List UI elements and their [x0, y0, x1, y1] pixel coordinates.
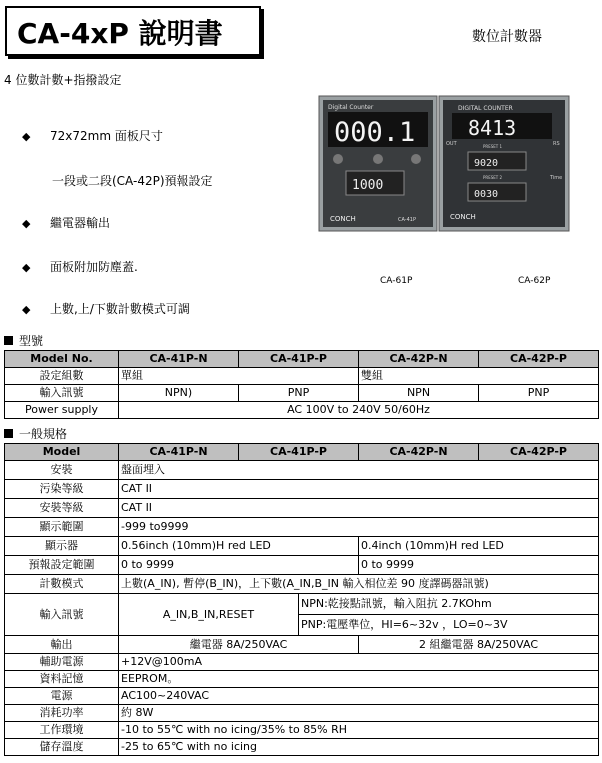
- thumbwheel-digits: 1000: [352, 178, 384, 193]
- table-row: 預報設定範圍 0 to 9999 0 to 9999: [5, 556, 599, 575]
- table-row: PNP:電壓準位，HI=6~32v ，LO=0~3V: [5, 615, 599, 636]
- counter-label: DIGITAL COUNTER: [458, 105, 513, 112]
- thumbwheel-digits: 0030: [474, 189, 499, 200]
- section-heading: 型號: [4, 332, 43, 349]
- table-row: 安裝等級 CAT II: [5, 499, 599, 518]
- thumbwheel-digits: 9020: [474, 158, 499, 169]
- headline: 4 位數計數+指撥設定: [4, 73, 122, 87]
- feature-item: ◆ 72x72mm 面板尺寸: [22, 129, 163, 143]
- table-row: 工作環境 -10 to 55℃ with no icing/35% to 85% RH: [5, 722, 599, 739]
- diamond-bullet-icon: ◆: [22, 217, 31, 230]
- table-row: 消耗功率 約 8W: [5, 705, 599, 722]
- feature-item: ◆ 面板附加防塵蓋.: [22, 260, 138, 274]
- table-row: 安裝 盤面埋入: [5, 461, 599, 480]
- table-row: 輸入訊號 A_IN,B_IN,RESET NPN:乾接點訊號，輸入阻抗 2.7KOhm: [5, 594, 599, 615]
- diamond-bullet-icon: ◆: [22, 261, 31, 274]
- doc-title: CA-4xP 說明書: [17, 17, 223, 50]
- doc-subtitle: 數位計數器: [472, 29, 542, 45]
- counter-display: 8413: [468, 116, 517, 140]
- preset2-label: PRESET 2: [483, 175, 503, 180]
- table-row: 計數模式 上數(A_IN), 暫停(B_IN)，上下數(A_IN,B_IN 輸入相位差 90 度譯碼器訊號): [5, 575, 599, 594]
- diamond-bullet-icon: ◆: [22, 303, 31, 316]
- feature-item: ◆ 繼電器輸出: [22, 216, 111, 230]
- title-box: [5, 6, 261, 56]
- specs-table: [4, 443, 599, 756]
- caption-left: CA-61P: [380, 276, 413, 286]
- counter-display: 000.1: [334, 117, 416, 148]
- table-row: 輔助電源 +12V@100mA: [5, 654, 599, 671]
- model-label: CA-41P: [398, 217, 416, 223]
- square-bullet-icon: [4, 336, 13, 345]
- table-row: Power supply AC 100V to 240V 50/60Hz: [5, 402, 599, 419]
- table-header-row: Model No. CA-41P-N CA-41P-P CA-42P-N CA-42P-P: [5, 351, 599, 368]
- table-row: 資料記憶 EEPROM。: [5, 671, 599, 688]
- table-row: 儲存溫度 -25 to 65℃ with no icing: [5, 739, 599, 756]
- table-header-row: Model CA-41P-N CA-41P-P CA-42P-N CA-42P-P: [5, 444, 599, 461]
- feature-subitem: 一段或二段(CA-42P)預報設定: [52, 174, 213, 188]
- time-label: Time: [550, 175, 563, 181]
- table-row: 顯示範圍 -999 to9999: [5, 518, 599, 537]
- table-row: 設定組數 單組 雙組: [5, 368, 599, 385]
- preset1-label: PRESET 1: [483, 144, 503, 149]
- rs-label: RS: [553, 141, 560, 147]
- models-table: [4, 350, 599, 419]
- table-row: 污染等級 CAT II: [5, 480, 599, 499]
- table-row: 顯示器 0.56inch (10mm)H red LED 0.4inch (10mm)H red LED: [5, 537, 599, 556]
- brand-logo: CONCH: [330, 215, 356, 223]
- out-label: OUT: [446, 141, 457, 147]
- table-row: 輸入訊號 NPN) PNP NPN PNP: [5, 385, 599, 402]
- brand-logo: CONCH: [450, 213, 476, 221]
- product-photo: [318, 95, 574, 237]
- table-row: 電源 AC100~240VAC: [5, 688, 599, 705]
- caption-right: CA-62P: [518, 276, 551, 286]
- section-heading: 一般規格: [4, 425, 67, 442]
- diamond-bullet-icon: ◆: [22, 130, 31, 143]
- feature-item: ◆ 上數,上/下數計數模式可調: [22, 302, 190, 316]
- counter-label: Digital Counter: [328, 104, 374, 111]
- square-bullet-icon: [4, 429, 13, 438]
- table-row: 輸出 繼電器 8A/250VAC 2 組繼電器 8A/250VAC: [5, 636, 599, 654]
